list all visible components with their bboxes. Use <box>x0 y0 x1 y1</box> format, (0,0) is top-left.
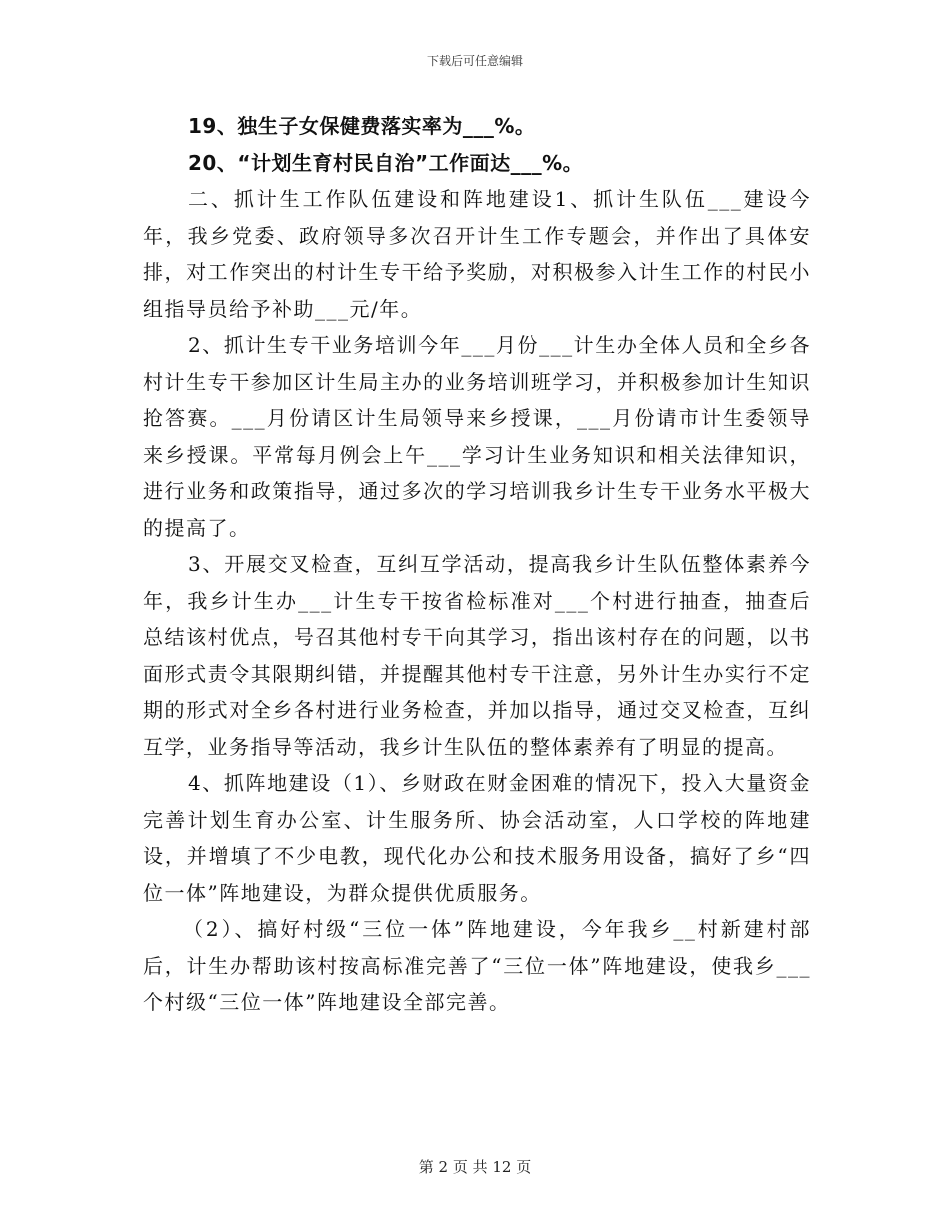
item-19: 19、独生子女保健费落实率为___%。 <box>188 114 536 138</box>
page-number: 第 2 页 共 12 页 <box>418 1158 532 1176</box>
section-two-paragraph: 二、抓计生工作队伍建设和阵地建设1、抓计生队伍___建设今年，我乡党委、政府领导多次召开计生工作专题会，并作出了具体安排，对工作突出的村计生专干给予奖励，对积极参入计生工作的村民小组指导员给予补助___元/年。 <box>143 187 811 321</box>
item-20: 20、“计划生育村民自治”工作面达___%。 <box>188 150 584 175</box>
village-site-paragraph: （2）、搞好村级“三位一体”阵地建设，今年我乡__村新建村部后，计生办帮助该村按高标准完善了“三位一体”阵地建设，使我乡___个村级“三位一体”阵地建设全部完善。 <box>143 917 811 1014</box>
cross-check-paragraph: 3、开展交叉检查，互纠互学活动，提高我乡计生队伍整体素养今年，我乡计生办___计生专干按省检标准对___个村进行抽查，抽查后总结该村优点，号召其他村专干向其学习，指出该村存在的问题，以书面形式责令其限期纠错，并提醒其他村专干注意，另外计生办实行不定期的形式对全乡各村进行业务检查，并加以指导，通过交叉检查，互纠互学，业务指导等活动，我乡计生队伍的整体素养有了明显的提高。 <box>143 552 811 759</box>
document-body <box>143 108 811 1021</box>
training-paragraph: 2、抓计生专干业务培训今年___月份___计生办全体人员和全乡各村计生专干参加区计生局主办的业务培训班学习，并积极参加计生知识抢答赛。___月份请区计生局领导来乡授课，___月份请市计生委领导来乡授课。平常每月例会上午___学习计生业务知识和相关法律知识，进行业务和政策指导，通过多次的学习培训我乡计生专干业务水平极大的提高了。 <box>143 333 811 540</box>
site-construction-paragraph: 4、抓阵地建设（1）、乡财政在财金困难的情况下，投入大量资金完善计划生育办公室、计生服务所、协会活动室，人口学校的阵地建设，并增填了不少电教，现代化办公和技术服务用设备，搞好了乡“四位一体”阵地建设，为群众提供优质服务。 <box>143 771 811 905</box>
header-note: 下载后可任意编辑 <box>426 54 523 68</box>
